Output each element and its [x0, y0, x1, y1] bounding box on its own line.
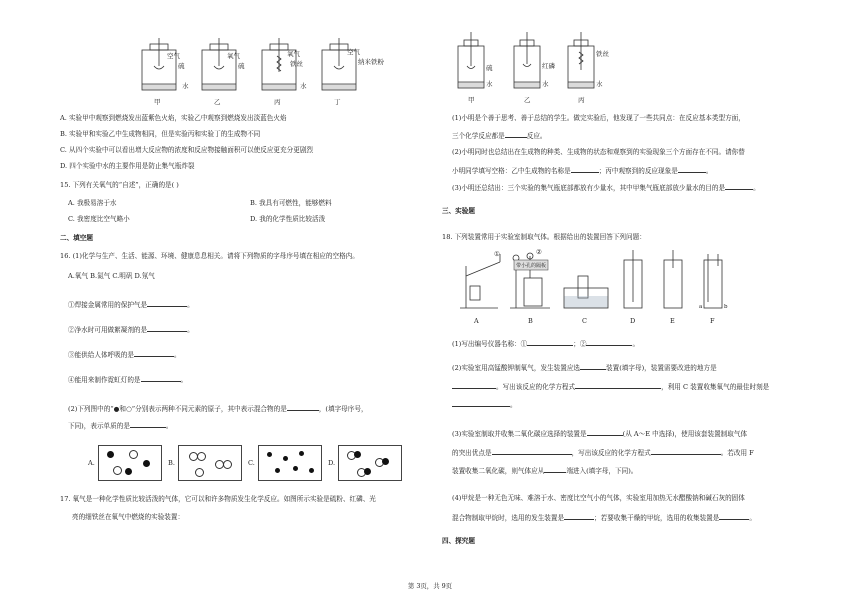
label-water-2: 水 [182, 82, 189, 90]
label-oxygen-2: 氧气 [287, 50, 300, 58]
q18-part2-line2: 。写出该反应的化学方程式 ，利用 C 装置收集氧气的最佳时刻是 [452, 381, 769, 392]
q16-item-3: ③能供给人体呼吸的是 。 [68, 351, 181, 359]
q14-option-c: C. 从四个实验中可以看出增大反应物的浓度和反应物接触面积可以使反应更充分更剧烈 [60, 146, 313, 154]
app-f-port-b: b [724, 304, 728, 310]
label-jia-r: 甲 [468, 96, 475, 104]
app-label-d: D [630, 317, 636, 325]
q17-part3: (3)小明还总结出：三个实验的集气瓶底部都放有少量水，其中甲集气瓶底部放少量水的目的是 。 [452, 184, 760, 192]
label-water-1: 水 [300, 82, 307, 90]
q17-part2-line2: 小明同学填写空格：乙中生成物的名称是 ；丙中观察到的反应现象是 。 [452, 167, 713, 175]
box-d-label: D. [328, 459, 336, 467]
gas-apparatus-figure [454, 246, 754, 326]
q15-stem: 15. 下列有关氧气的“自述”，正确的是( ) [60, 181, 179, 189]
q18-part4-line2: 混合物制取甲烷时，选用的发生装置是 ；若要收集干燥的甲烷，选用的收集装置是 。 [452, 514, 756, 522]
app-f-port-a: a [699, 304, 703, 310]
app-label-c: C [582, 317, 587, 325]
q17-stem-line2: 亮的细铁丝在氧气中燃烧的实验装置： [72, 513, 185, 521]
q17-part1-line1: (1)小明是个善于思考、善于总结的学生。做完实验后，他发现了一些共同点：在反应基本类型方面， [452, 114, 745, 122]
particle-box-b [178, 445, 242, 481]
q14-option-b: B. 实验甲和实验乙中生成物相同，但是实验丙和实验丁的生成物不同 [60, 130, 261, 138]
app-note-board: 带小孔的隔板 [516, 263, 547, 269]
q17-part1-line2: 三个化学反应都是 反应。 [452, 132, 547, 140]
app-circle-2: ② [536, 248, 542, 256]
section-experiment: 三、实验题 [442, 207, 475, 215]
q18-part2-line3: 。 [452, 399, 517, 410]
label-yi: 乙 [214, 98, 221, 106]
label-nano-iron: 纳米铁粉 [358, 58, 384, 66]
box-c-label: C. [248, 459, 255, 467]
q17-part2-line1: (2)小明同时也总结出在生成物的种类、生成物的状态和观察到的实验现象三个方面存在不同。请你替 [452, 148, 745, 156]
app-label-e: E [670, 317, 675, 325]
q16-item-4: ④能用来制作霓虹灯的是 。 [68, 376, 188, 384]
label-sulfur-2: 硫 [238, 62, 245, 70]
q17-apparatus-figure [452, 30, 622, 106]
q16-part2-line2: 下同)，表示单质的是 。 [68, 422, 173, 430]
q15-option-b: B. 我具有可燃性，能够燃料 [250, 199, 332, 207]
label-sulfur: 硫 [486, 64, 493, 72]
label-iron-1: 铁丝 [290, 60, 303, 68]
app-label-a: A [474, 317, 479, 325]
app-label-f: F [710, 317, 715, 325]
q18-part3-line2: 的突出优点是 ，写出该反应的化学方程式 。若改用 F [452, 449, 754, 457]
particle-box-d [338, 445, 402, 481]
label-water-b: 水 [542, 80, 549, 88]
label-air-2: 空气 [347, 48, 360, 56]
combustion-apparatus-figure [132, 36, 392, 108]
q18-part3-line1: (3)实验室制取并收集二氧化碳应选择的装置是 (从 A～E 中选择)，使用该套装置制取气体 [452, 430, 748, 438]
label-bing: 丙 [274, 98, 281, 106]
label-bing-r: 丙 [578, 96, 585, 104]
q15-option-a: A. 我极易溶于水 [68, 199, 117, 207]
section-fill-blank: 二、填空题 [60, 234, 93, 242]
particle-box-a [98, 445, 162, 481]
q18-part1: (1)写出编号仪器名称：① ；② 。 [452, 340, 640, 348]
q15-option-d: D. 我的化学性质比较活泼 [250, 215, 326, 223]
q17-stem-line1: 17. 氧气是一种化学性质比较活泼的气体，它可以和许多物质发生化学反应。如图所示实验是硫粉、红磷、光 [60, 495, 376, 503]
q18-part4-line1: (4)甲烷是一种无色无味、难溶于水、密度比空气小的气体，实验室用加热无水醋酸钠和碱石灰的固体 [452, 494, 745, 502]
label-yi-r: 乙 [524, 96, 531, 104]
q16-options: A.氧气 B.氮气 C.明矾 D.氖气 [68, 272, 155, 280]
q16-item-1: ①焊接金属常用的保护气是 。 [68, 301, 194, 309]
q14-option-d: D. 四个实验中水的主要作用是防止集气瓶炸裂 [60, 162, 195, 170]
q15-option-c: C. 我密度比空气略小 [68, 215, 130, 223]
q16-stem: 16. (1)化学与生产、生活、能源、环境、健康息息相关。请将下列物质的字母序号填在相应的空格内。 [60, 252, 359, 260]
label-water-c: 水 [596, 80, 603, 88]
section-inquiry: 四、探究题 [442, 537, 475, 545]
q14-option-a: A. 实验甲中观察到燃烧发出蓝紫色火焰，实验乙中观察到燃烧发出淡蓝色火焰 [60, 114, 287, 122]
app-circle-1: ① [494, 250, 500, 258]
label-water-a: 水 [486, 80, 493, 88]
particle-box-c [258, 445, 322, 481]
app-label-b: B [528, 317, 533, 325]
q18-stem: 18. 下列装置常用于实验室制取气体。根据给出的装置回答下列问题： [442, 233, 646, 241]
label-red-phosphorus: 红磷 [542, 62, 555, 70]
q18-part3-line3: 装置收集二氧化碳，则气体应从 端进入(填字母，下同)。 [452, 467, 638, 475]
label-iron: 铁丝 [596, 50, 609, 58]
label-oxygen-1: 氧气 [227, 52, 240, 60]
box-a-label: A. [88, 459, 95, 467]
label-air-1: 空气 [167, 52, 180, 60]
label-sulfur-1: 硫 [178, 62, 185, 70]
q16-item-2: ②净水时可用做絮凝剂的是 。 [68, 326, 194, 334]
label-ding: 丁 [334, 98, 341, 106]
label-jia: 甲 [154, 98, 161, 106]
q16-part2-line1: (2)下列图中的“●和○”分别表示两种不同元素的原子，其中表示混合物的是 ，(填字母序号， [68, 405, 368, 413]
q18-part2-line1: (2)实验室用高锰酸钾制氧气，发生装置应选 装置(填字母)，装置需要改进的地方是 [452, 364, 717, 372]
page-footer: 第 3页，共 9页 [407, 582, 453, 590]
box-b-label: B. [168, 459, 175, 467]
